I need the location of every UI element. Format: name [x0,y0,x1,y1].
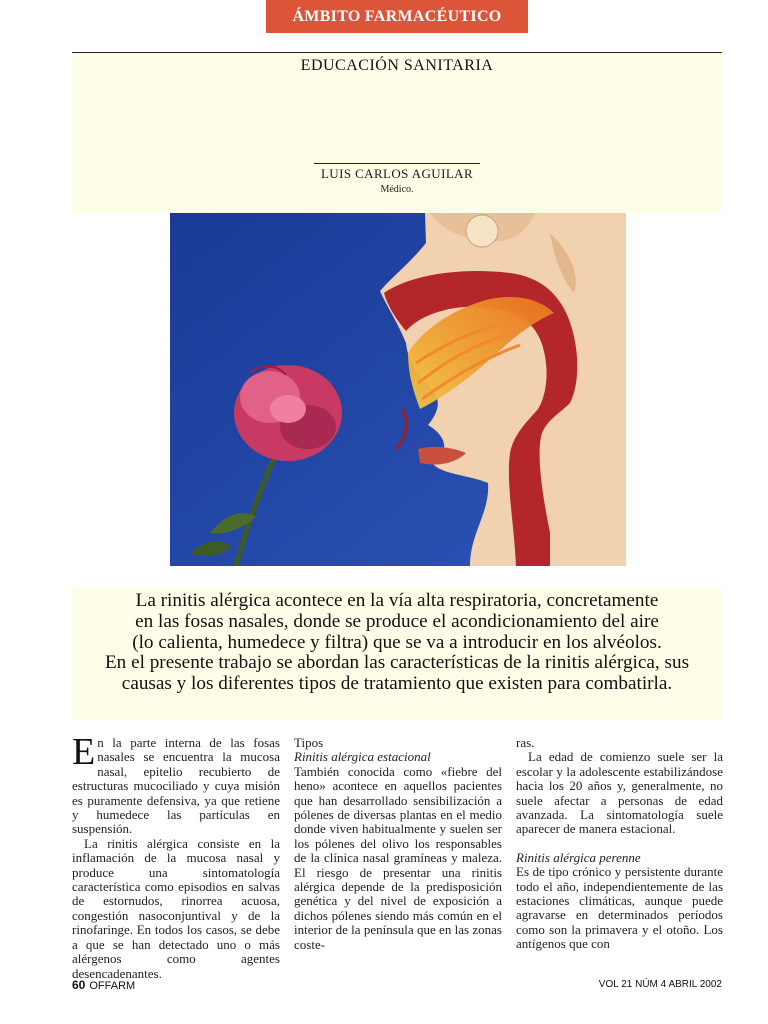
illustration-svg [170,213,626,566]
section-heading: Tipos [294,735,324,750]
subsection-heading: Rinitis alérgica perenne [516,849,641,865]
journal-name: OFFARM [89,980,136,992]
body-column-3 [516,736,723,952]
paragraph-text: n la parte interna de las fosas nasales se encuentra la mucosa nasal, epitelio recubierto de estructuras mucociliado y cuya misión es puramente defensiva, ya que retiene y humedece las partículas en suspensión. [72,735,280,837]
abstract-text [72,591,722,695]
body-paragraph: También conocida como «fiebre del heno» acontece en aquellos pacientes que han desarrollado sensibilización a pólenes de diversas plantas en el medio donde viven habitualmente y suelen ser los pólenes del olivo los responsables de la clínica nasal gramíneas y maleza. El riesgo de presentar una rinitis alérgica depende de la predisposición genética y del nivel de exposición a dichos pólenes siendo más común en el interior de la península que en las zonas coste- [294,763,502,952]
header-panel [72,53,722,213]
rose-flower [234,365,342,461]
body-paragraph: Es de tipo crónico y persistente durante todo el año, independientemente de las estaciones climáticas, aunque puede agravarse en determinados períodos como son la primavera y el otoño. Los antígenos que con [516,864,723,952]
footer-left [72,978,135,992]
page-number: 60 [72,978,86,992]
abstract-line: en las fosas nasales, donde se produce el acondicionamiento del aire [135,610,659,632]
body-paragraph: La edad de comienzo suele ser la escolar y la adolescente estabilizándose hacia los 20 años y, generalmente, no suele afectar a personas de edad avanzada. La sintomatología suele aparecer de manera estacional. [516,749,723,837]
drop-cap: E [72,731,96,773]
abstract-line: (lo calienta, humedece y filtra) que se va a introducir en los alvéolos. [132,631,662,653]
author-rule [314,163,480,164]
rose-center-shape [270,395,306,423]
body-paragraph: ras. [516,735,535,750]
subsection-heading: Rinitis alérgica estacional [294,749,431,765]
body-column-1 [72,731,280,981]
body-column-2 [294,736,502,952]
eye-ball-shape [466,215,498,247]
author-block [72,163,722,195]
abstract-line: causas y los diferentes tipos de tratamiento que existen para combatirla. [121,673,673,695]
body-paragraph: La rinitis alérgica consiste en la inflamación de la mucosa nasal y produce una sintomatología característica como episodios en salvas de estornudos, rinorrea acuosa, congestión nasoconjuntival y de la rinofaringe. En todos los casos, se debe a que se han detectado uno o más alérgenos como agentes desencadenantes. [72,835,280,981]
nasal-airway-illustration [170,213,626,566]
paragraph-gap [516,837,723,851]
issue-info: VOL 21 NÚM 4 ABRIL 2002 [598,979,722,990]
abstract-line: En el presente trabajo se abordan las características de la rinitis alérgica, sus [104,652,690,674]
section-tab: ÁMBITO FARMACÉUTICO [266,0,528,33]
abstract-line: La rinitis alérgica acontece en la vía alta respiratoria, concretamente [135,590,659,611]
author-role: Médico. [380,184,414,195]
section-title: EDUCACIÓN SANITARIA [300,57,494,74]
abstract-panel [72,588,722,720]
body-paragraph [72,731,280,837]
author-name: LUIS CARLOS AGUILAR [320,166,474,181]
